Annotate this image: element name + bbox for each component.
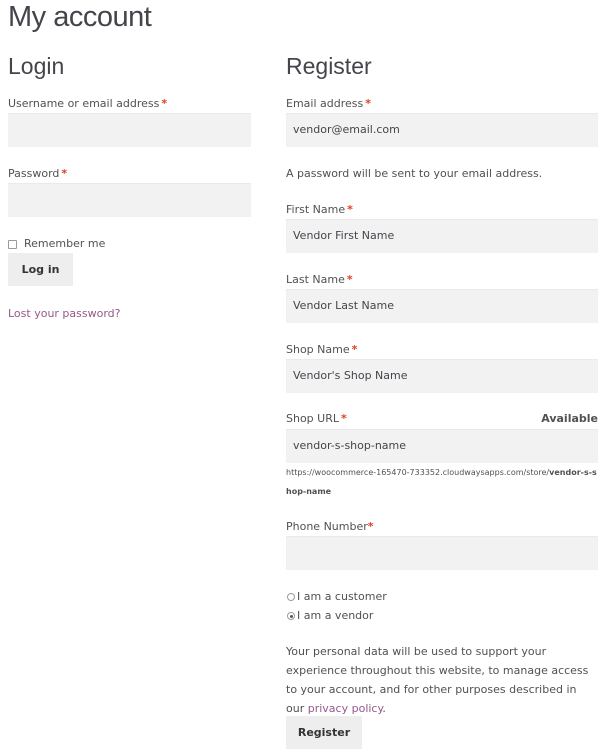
shop-url-input[interactable] [286,429,598,463]
password-input[interactable] [8,183,251,217]
email-input[interactable] [286,113,598,147]
password-label: Password * [8,167,68,180]
shop-url-label: Shop URL * [286,412,347,425]
first-name-input[interactable] [286,219,598,253]
required-mark: * [367,520,374,533]
role-label[interactable]: I am a customer [297,590,387,603]
required-mark: * [347,203,353,216]
shop-url-status: Available [541,412,598,425]
remember-me-checkbox[interactable] [8,240,17,249]
shop-url-slug: vendor-s-shop-name [286,468,597,496]
last-name-input[interactable] [286,289,598,323]
customer-radio[interactable] [287,593,295,601]
login-button[interactable]: Log in [8,253,73,286]
remember-me-label[interactable]: Remember me [24,237,106,250]
required-mark: * [341,412,347,425]
email-label: Email address * [286,97,371,110]
register-button[interactable]: Register [286,716,362,749]
login-heading: Login [8,53,65,79]
username-label: Username or email address * [8,97,168,110]
required-mark: * [161,97,168,110]
username-input[interactable] [8,113,251,147]
shop-name-input[interactable] [286,359,598,393]
role-label[interactable]: I am a vendor [297,609,374,622]
required-mark: * [365,97,371,110]
required-mark: * [346,273,353,286]
shop-url-preview: https://woocommerce-165470-733352.cloudwaysapps.com/store/vendor-s-shop-name [286,468,597,496]
privacy-policy-link[interactable]: privacy policy [307,702,383,715]
phone-label: Phone Number* [286,520,374,533]
shop-name-label: Shop Name * [286,343,358,356]
required-mark: * [61,167,68,180]
first-name-label: First Name * [286,203,353,216]
password-note: A password will be sent to your email address. [286,167,543,180]
phone-input[interactable] [286,536,598,570]
vendor-radio[interactable] [287,612,295,620]
required-mark: * [351,343,358,356]
page-title: My account [8,1,152,33]
privacy-notice: Your personal data will be used to support your experience throughout this website, to manage access to your account, and for other purposes described in our privacy policy. [286,645,589,715]
register-heading: Register [286,53,372,79]
lost-password-link[interactable]: Lost your password? [8,307,121,320]
last-name-label: Last Name * [286,273,353,286]
